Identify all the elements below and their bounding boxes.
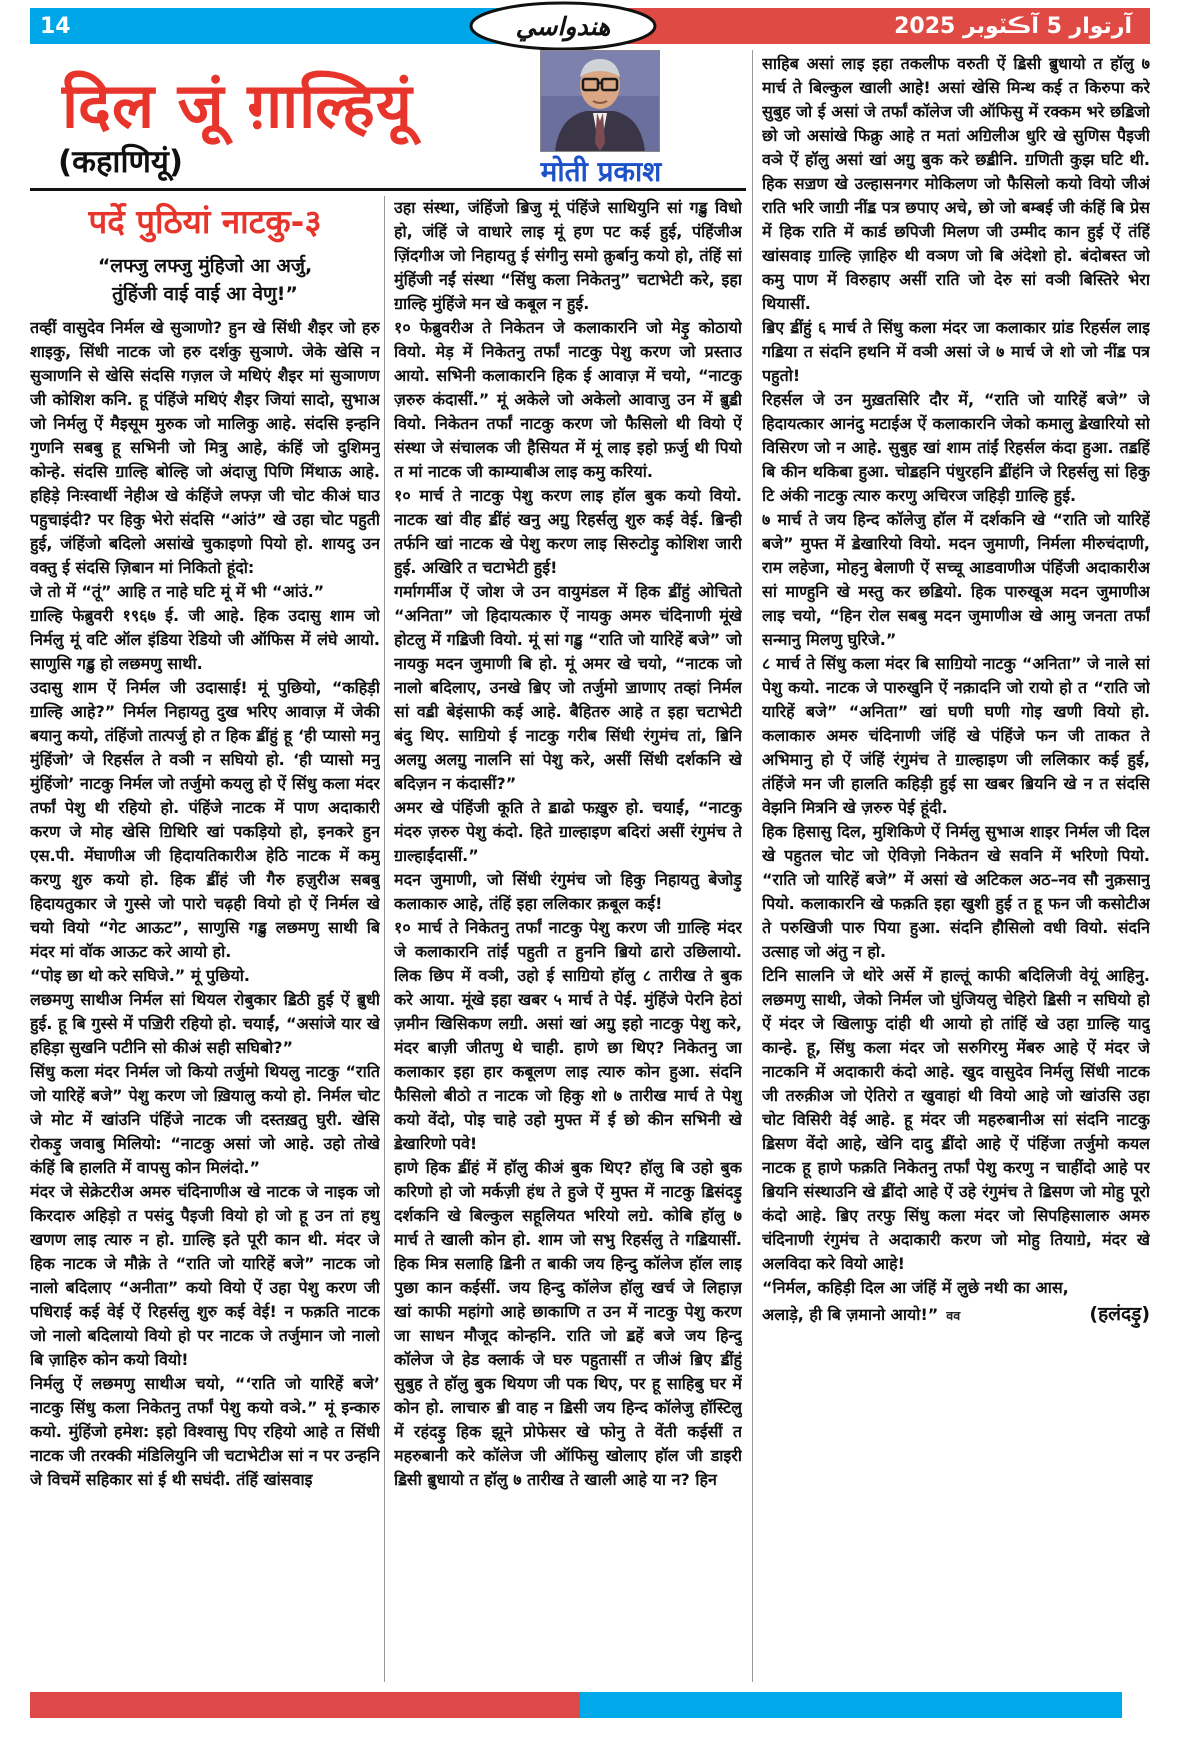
article-paragraph: निर्मलु ऐं लछमणु साथीअ चयो, “‘राति जो यारिहें बजे’ नाटकु सिंधु कला निकेतनु तर्फां पेशु कयो वञे.” मूं इन्कारु कयो. मुंहिंजो हमेश: इहो विश्वासु पिए रहियो आहे त सिंधी नाटक जी तरक्की मंडिलियुनि जी चटाभेटीअ सां न पर उन्हनि जे विचमें सहिकार सां ई थी सघंदी. तंहिं खांसवाइ — [30, 1374, 380, 1490]
author-photo — [540, 50, 660, 152]
closing-verse-line-2: अलाड़े, ही बि ज़मानो आयो!” — [762, 1305, 939, 1324]
article-paragraph: उहा संस्था, जंहिंजो ॿिजु मूं पंहिंजे साथियुनि सां गॾु विधो हो, जंहिं जे वाधारे लाइ मूं हण पट कई हुई, पंहिंजीअ ज़िंदगीअ जो निहायतु ई संगीनु समो क़ुर्बानु कयो हो, तंहिं सां मुंहिंजी नईं संस्था “सिंधु कला निकेतनु” चटाभेटी करे, इहा ॻाल्हि मुंहिंजे मन खे कबूल न हुई. — [394, 198, 742, 313]
column-divider-1 — [384, 196, 385, 1682]
footer-bar — [30, 1692, 1122, 1718]
article-paragraph: १० मार्च ते निकेतनु तर्फां नाटकु पेशु करण जी ॻाल्हि मंदर जे कलाकारनि तांईं पहुती त हुननि ॿियो ढारो उछिलायो. लिक छिप में वञी, उहो ई साॻियो हॉलु ८ तारीख ते बुक करे आया. मूंखे इहा खबर ५ मार्च ते पेई. मुंहिंजे पेरनि हेठां ज़मीन खिसिकण लॻी. असां खां अॻु इहो नाटकु पेशु करे, मंदर बाज़ी जीतणु थे चाही. हाणे छा थिए? निकेतनु जा कलाकार इहा हार कबूलण लाइ त्यारु कोन हुआ. संदनि फैसिलो बीठो त नाटक जो हिकु शो ७ तारीख मार्च ते पेशु कयो वेंदो, पोइ चाहे उहो मुफ्त में ई छो कीन सभिनी खे ॾेखारिणो पवे! — [394, 918, 742, 1153]
article-paragraph: गर्मागर्मीअ ऐं जोश जे उन वायुमंडल में हिक ॾींहुं ओचितो “अनिता” जो हिदायत्कारु ऐं नायकु अमरु चंदिनाणी मूंखे होटलु में गॾिजी वियो. मूं सां गॾु “राति जो यारिहें बजे” जो नायकु मदन जुमाणी बि हो. मूं अमर खे चयो, “नाटक जो नालो बदिलाए, उनखे ॿिए जो तर्जुमो ॼाणाए तव्हां निर्मल सां वॾी बेइंसाफी कई आहे. बैहितरु आहे त इहा चटाभेटी बंदु थिए. साॻियो ई नाटकु गरीब सिंधी रंगुमंच तां, ॿिनि अलॻु अलॻु नालनि सां पेशु करे, असीं सिंधी दर्शकनि खे बदिज़न न कंदासीं?” — [394, 582, 742, 793]
article-paragraph: साहिब असां लाइ इहा तकलीफ वरुती ऐं ॾिसी ॿुधायो त हॉलु ७ मार्च ते बिल्कुल खाली आहे! असां खेसि मिन्थ कई त किरुपा करे सुबुह जो ई असां जे तर्फां कॉलेज जी ऑफिसु में रक्कम भरे छॾिजो छो जो असांखे फिक्रु आहे त मतां अॻिलीअ धुरि खे सुणिस पैइजी वञे ऐं हॉलु असां खां अॻु बुक करे छॾीनि. ॻणिती कुझ घटि थी. हिक सॼण खे उल्हासनगर मोकिलण जो फैसिलो कयो वियो जीअं राति भरि जाॻी नींॾ पत्र छपाए अचे, छो जो बम्बई जी कंहिं बि प्रेस में हिक राति में कार्ड छपिजी मिलण जी उम्मीद कान हुई ऐं तंहिं खांसवाइ ॻाल्हि ज़ाहिरु थी वञण जो बि अंदेशो हो. बंदोबस्त जो कमु पाण में विरुहाए असीं राति जो देरु सां वञी बिस्तिरे भेरा थियासीं. — [762, 54, 1150, 313]
article-paragraph: टिनि सालनि जे थोरे अर्से में हाल्तूं काफी बदिलिजी वेयूं आहिनु. लछमणु साथी, जेको निर्मल जो घुंजियलु चेहिरो ॾिसी न सघियो हो ऐं मंदर जे खिलाफु दांही थी आयो हो तांहिं खे उहा ॻाल्हि यादु कान्हे. हू, सिंधु कला मंदर जो सरुगिरमु मेंबरु आहे ऐं मंदर जे नाटकनि में अदाकारी कंदो आहे. खुद वासुदेव निर्मलु सिंधी नाटक जी तरुक़ीअ जो ऐतिरो त खुवाहां थी वियो आहे जो खांउसि उहा चोट विसिरी वेई आहे. हू मंदर जी महरुबानीअ सां संदनि नाटकु ॾिसण वेंदो आहे, खेनि दादु ॾींदो आहे ऐं पंहिंजा तर्जुमो कयल नाटक हू हाणे फक़ति निकेतनु तर्फां पेशु करणु न चाहींदो आहे पर ॿियनि संस्थाउनि खे ॾींदो आहे ऐं उहे रंगुमंच ते ॾिसण जो मोहु पूरो कंदो आहे. ॿिए तरफु सिंधु कला मंदर जो सिपहिसालारु अमरु चंदिनाणी रंगुमंच ते अदाकारी करण जो मोहु तियाॻे, मंदर खे अलविदा करे वियो आहे! — [762, 966, 1150, 1273]
logo-oval-icon — [468, 1, 658, 51]
closing-mark: वव — [946, 1308, 961, 1323]
article-paragraph: ॻाल्हि फेब्रुवरी १९६७ ई. जी आहे. हिक उदासु शाम जो निर्मलु मूं वटि ऑल इंडिया रेडियो जी ऑफिस में लंघे आयो. साणुसि गॾु हो लछमणु साथी. — [30, 606, 380, 674]
closing-signature: (हलंदड़ु) — [1089, 1303, 1150, 1325]
closing-verse-line-1: “निर्मल, कहिड़ी दिल आ जंहिं में लुछे नथी का आस, — [762, 1278, 1069, 1297]
closing-row — [762, 1300, 1150, 1326]
column-2-paragraphs — [394, 196, 742, 1492]
masthead-divider — [30, 188, 746, 191]
article-paragraph: रिहर्सल जे उन मुख़तसिरि दौर में, “राति जो यारिहें बजे” जे हिदायत्कार आनंदु मटाईअ ऐं कलाकारनि जेको कमालु ॾेखारियो सो विसिरण जो न आहे. सुबुह खां शाम तांईं रिहर्सल कंदा हुआ. तॾहिं बि कीन थकिबा हुआ. चोॾहनि पंधुरहनि ॾींहंनि जे रिहर्सलु सां हिकु टि अंकी नाटकु त्यारु करणु अचिरज जहिड़ी ॻाल्हि हुई. — [762, 390, 1150, 505]
article-paragraph: अमर खे पंहिंजी कूति ते ॾाढो फख़ुरु हो. चयाईं, “नाटकु मंदरु ज़रुरु पेशु कंदो. हिते ॻाल्हाइण बदिरां असीं रंगुमंच ते ॻाल्हाईंदासीं.” — [394, 798, 742, 865]
article-column-1 — [30, 196, 380, 1682]
logo-text: هندواسي — [515, 12, 611, 41]
article-paragraph: ८ मार्च ते सिंधु कला मंदर बि साॻियो नाटकु “अनिता” जे नाले सां पेशु कयो. नाटक जे पारुखुनि ऐं नक़ादनि जो रायो हो त “राति जो यारिहें बजे” “अनिता” खां घणी घणी गोइ खणी वियो हो. कलाकारु अमरु चंदिनाणी जंहिं खे पंहिंजे फन जी ताकत ते अभिमानु हो ऐं जंहिं रंगुमंच ते ॻाल्हाइण जी ललिकार कई हुई, तंहिंजे मन जी हालति कहिड़ी हुई सा खबर ॿियनि खे न त संदसि वेझनि मित्रनि खे ज़रुरु पेई हूंदी. — [762, 654, 1150, 817]
article-paragraph: उदासु शाम ऐं निर्मल जी उदासाई! मूं पुछियो, “कहिड़ी ॻाल्हि आहे?” निर्मल निहायतु दुख भरिए आवाज़ में जेकी बयानु कयो, तंहिंजो तात्पर्जु हो त हिक ॾींहुं हू ‘ही प्यासो मनु मुंहिंजो’ जे रिहर्सल ते वञी न सघियो हो. ‘ही प्यासो मनु मुंहिंजो’ नाटकु निर्मल जो तर्जुमो कयलु हो ऐं सिंधु कला मंदर तर्फां पेशु थी रहियो हो. पंहिंजे नाटक में पाण अदाकारी करण जे मोह खेसि ॻिथिरि खां पकड़ियो हो, इनकरे हुन एस.पी. मेंघाणीअ जी हिदायतिकारीअ हेठि नाटक में कमु करणु शुरु कयो हो. हिक ॾींहं जी गैरु हज़ुरीअ सबबु हिदायतुकार जे गुस्से जो पारो चढ़ही वियो हो ऐं निर्मल खे चयो वियो “गेट आऊट”, साणुसि गॾु लछमणु साथी बि मंदर मां वॉक आऊट करे आयो हो. — [30, 678, 380, 962]
article-paragraph: मदन जुमाणी, जो सिंधी रंगुमंच जो हिकु निहायतु बेजोड़ु कलाकारु आहे, तंहिं इहा ललिकार क़बूल कई! — [394, 870, 742, 913]
article-heading: पर्दे पुठियां नाटकु-३ — [88, 202, 322, 241]
footer-bar-red-segment — [30, 1692, 580, 1718]
article-paragraph: “पोइ छा थो करे सघिजे.” मूं पुछियो. — [30, 966, 250, 986]
masthead-top-bar — [30, 8, 1150, 44]
verse-line-2: तुंहिंजी वाई वाई आ वेणु!” — [112, 282, 298, 305]
article-paragraph: मंदर जे सेक्रेटरीअ अमरु चंदिनाणीअ खे नाटक जे नाइक जो किरदारु अहिड़ो त पसंदु पैइजी वियो हो जो हू उन तां हथु खणण लाइ त्यारु न हो. ॻाल्हि इते पूरी कान थी. मंदर जे हिक नाटक जे मौक़े ते “राति जो यारिहें बजे” नाटक जो नालो बदिलाए “अनीता” कयो वियो ऐं उहा पेशु करण जी पधिराई कई वेई ऐं रिहर्सलु शुरु कई वेई! न फक़ति नाटक जो नालो बदिलायो वियो हो पर नाटक जे तर्जुमान जो नालो बि ज़ाहिरु कोन कयो वियो! — [30, 1182, 380, 1370]
page-subtitle: (कहाणियूं) — [58, 144, 184, 180]
article-paragraph: हिक हिसासु दिल, मुशिकिणे ऐं निर्मलु सुभाअ शाइर निर्मल जी दिल खे पहुतल चोट जो ऐविज़ो निकेतन खे सवनि में भरिणो पियो. “राति जो यारिहें बजे” में असां खे अटिकल अठ–नव सौ नुक़सानु पियो. कलाकारनि खे फक़ति इहा खुशी हुई त हू फन जी कसोटीअ ते परुखिजी पारु पिया हुआ. संदनि हौसिलो वधी वियो. संदनि उत्साह जो अंतु न हो. — [762, 822, 1150, 961]
article-paragraph: तव्हीं वासुदेव निर्मल खे सुञाणो? हुन खे सिंधी शैइर जो हरु शाइकु, सिंधी नाटक जो हरु दर्शकु सुञाणे. जेके खेसि न सुञाणनि से खेसि संदसि गज़ल जे मथिएं शैइर मां सुञाणण जी कोशिश कनि. हू पंहिंजे मथिएं शैइर जियां सादो, सुभाअ जो निर्मलु ऐं मैइसूम मुरुक जो मालिकु आहे. संदसि इन्हनि गुणनि सबबु हू सभिनी जो मित्रु आहे, कंहिं जो दुशिमनु कोन्हे. संदसि ॻाल्हि बोल्हि जो अंदाज़ु पिणि मिंथाऊ आहे. हहिड़े निःस्वार्थी नेहीअ खे कंहिंजे लफ्ज़ जी चोट कीअं घाउ पहुचाइंदी? पर हिकु भेरो संदसि “आंउं” खे उहा चोट पहुती हुई, जंहिंजो बदिलो असांखे चुकाइणो पियो हो. शायदु उन वक्तु ई संदसि ज़िबान मां निकितो हूंदो: — [30, 318, 380, 578]
article-paragraph: १० मार्च ते नाटकु पेशु करण लाइ हॉल बुक कयो वियो. नाटक खां वीह ॾींहं खनु अॻु रिहर्सलु शुरु कई वेई. ॿिन्ही तर्फनि खां नाटक खे पेशु करण लाइ सिरुटोड़ु कोशिश जारी हुई. अखिरि त चटाभेटी हुई! — [394, 486, 742, 577]
page-number: 14 — [40, 13, 71, 39]
article-column-3 — [762, 52, 1150, 1682]
column-1-paragraphs — [30, 316, 380, 1492]
article-paragraph: १० फेब्रुवरीअ ते निकेतन जे कलाकारनि जो मेड़ु कोठायो वियो. मेड़ में निकेतनु तर्फां नाटकु पेशु करण जो प्रस्ताउ आयो. सभिनी कलाकारनि हिक ई आवाज़ में चयो, “नाटकु ज़रुरु कंदासीं.” मूं अकेले जो अकेलो आवाजु उन में ॿुॾी वियो. निकेतन तर्फां नाटकु करण जो फैसिलो थी वियो ऐं संस्था जे संचालक जी हैसियत में मूं लाइ इहो फ़र्जु थी पियो त मां नाटक जी काम्याबीअ लाइ कमु करियां. — [394, 318, 742, 481]
top-bar-blue-segment — [30, 8, 516, 44]
footer-bar-blue-segment — [580, 1692, 1122, 1718]
verse-line-1: “लफ्जु लफ्जु मुंहिजो आ अर्जु, — [97, 255, 313, 277]
column-3-paragraphs — [762, 52, 1150, 1276]
article-column-2 — [394, 196, 742, 1682]
article-paragraph: सिंधु कला मंदर निर्मल जो कियो तर्जुमो थियलु नाटकु “राति जो यारिहें बजे” पेशु करण जो ख़ियालु कयो हो. निर्मल चोट जे मोट में खांउनि पंहिंजे नाटक जी दस्तख़तु घुरी. खेसि रोकड़ु जवाबु मिलियो: “नाटकु असां जो आहे. उहो तोखे कंहिं बि हालति में वापसु कोन मिलंदो.” — [30, 1062, 380, 1178]
article-verse — [30, 253, 380, 308]
issue-date: آرتوار 5 آڪٽوبر 2025 — [894, 13, 1132, 39]
article-paragraph: ॿिए ॾींहुं ६ मार्च ते सिंधु कला मंदर जा कलाकार ग्रांड रिहर्सल लाइ गॾिया त संदनि हथनि में वञी असां जे ७ मार्च जे शो जो नींॾ पत्र पहुतो! — [762, 318, 1150, 385]
author-portrait-icon — [541, 51, 659, 151]
article-paragraph: जे तो में “तूं” आहि त नाहे घटि मूं में भी “आंउं.” — [30, 582, 325, 602]
newspaper-logo — [468, 1, 658, 51]
page-title: दिल जूं ग़ाल्हियूं — [62, 69, 413, 142]
article-paragraph: हाणे हिक ॾींहं में हॉलु कीअं बुक थिए? हॉलु बि उहो बुक करिणो हो जो मर्कज़ी हंध ते हुजे ऐं मुफ्त में नाटकु ॾिसंदड़ु दर्शकनि खे बिल्कुल सहूलियत भरियो लॻे. कोबि हॉलु ७ मार्च ते खाली कोन हो. शाम जो सभु रिहर्सलु ते गॾियासीं. हिक मित्र सलाहि ॾिनी त बाकी जय हिन्दु कॉलेज हॉल लाइ पुछा कान कईसीं. जय हिन्दु कॉलेज हॉलु खर्च जे लिहाज़ खां काफी महांगो आहे छाकाणि त उन में नाटकु पेशु करण जा साधन मौजूद कोन्हनि. राति जो ॾहें बजे जय हिन्दु कॉलेज जे हेड क्लार्क जे घरु पहुतासीं त जीअं ॿिए ॾींहुं सुबुह ते हॉलु बुक थियण जी पक थिए, पर हू साहिबु घर में कोन हो. लाचारु ॿी वाह न ॾिसी जय हिन्द कॉलेजु हॉस्टिलु में रहंदड़ु हिक झूने प्रोफेसर खे फोनु ते वेंती कईसीं त महरुबानी करे कॉलेज जी ऑफिसु खोलाए हॉल जी डाइरी ॾिसी ॿुधायो त हॉलु ७ तारीख ते खाली आहे या न? हिन — [394, 1158, 742, 1489]
article-paragraph: लछमणु साथीअ निर्मल सां थियल रोबुकार ॾिठी हुई ऐं ॿुधी हुई. हू बि गुस्से में पॼिरी रहियो हो. चयाईं, “असांजे यार खे हहिड़ा सुखनि पटीनि सो कीअं सही सघिबो?” — [30, 990, 380, 1058]
article-paragraph: ७ मार्च ते जय हिन्द कॉलेजु हॉल में दर्शकनि खे “राति जो यारिहें बजे” मुफ्त में ॾेखारियो वियो. मदन जुमाणी, निर्मला मीरुचंदाणी, राम लहेजा, मोहनु बेलाणी ऐं सच्चू आडवाणीअ पंहिंजी अदाकारीअ सां माण्हुनि खे मस्तु कर छॾियो. हिक पारुखूअ मदन जुमाणीअ लाइ चयो, “हिन रोल सबबु मदन जुमाणीअ खे आमु जनता तर्फां सन्मानु मिलणु घुरिजे.” — [762, 510, 1150, 649]
column-divider-2 — [752, 50, 753, 1682]
author-name: मोती प्रकाश — [540, 155, 662, 188]
